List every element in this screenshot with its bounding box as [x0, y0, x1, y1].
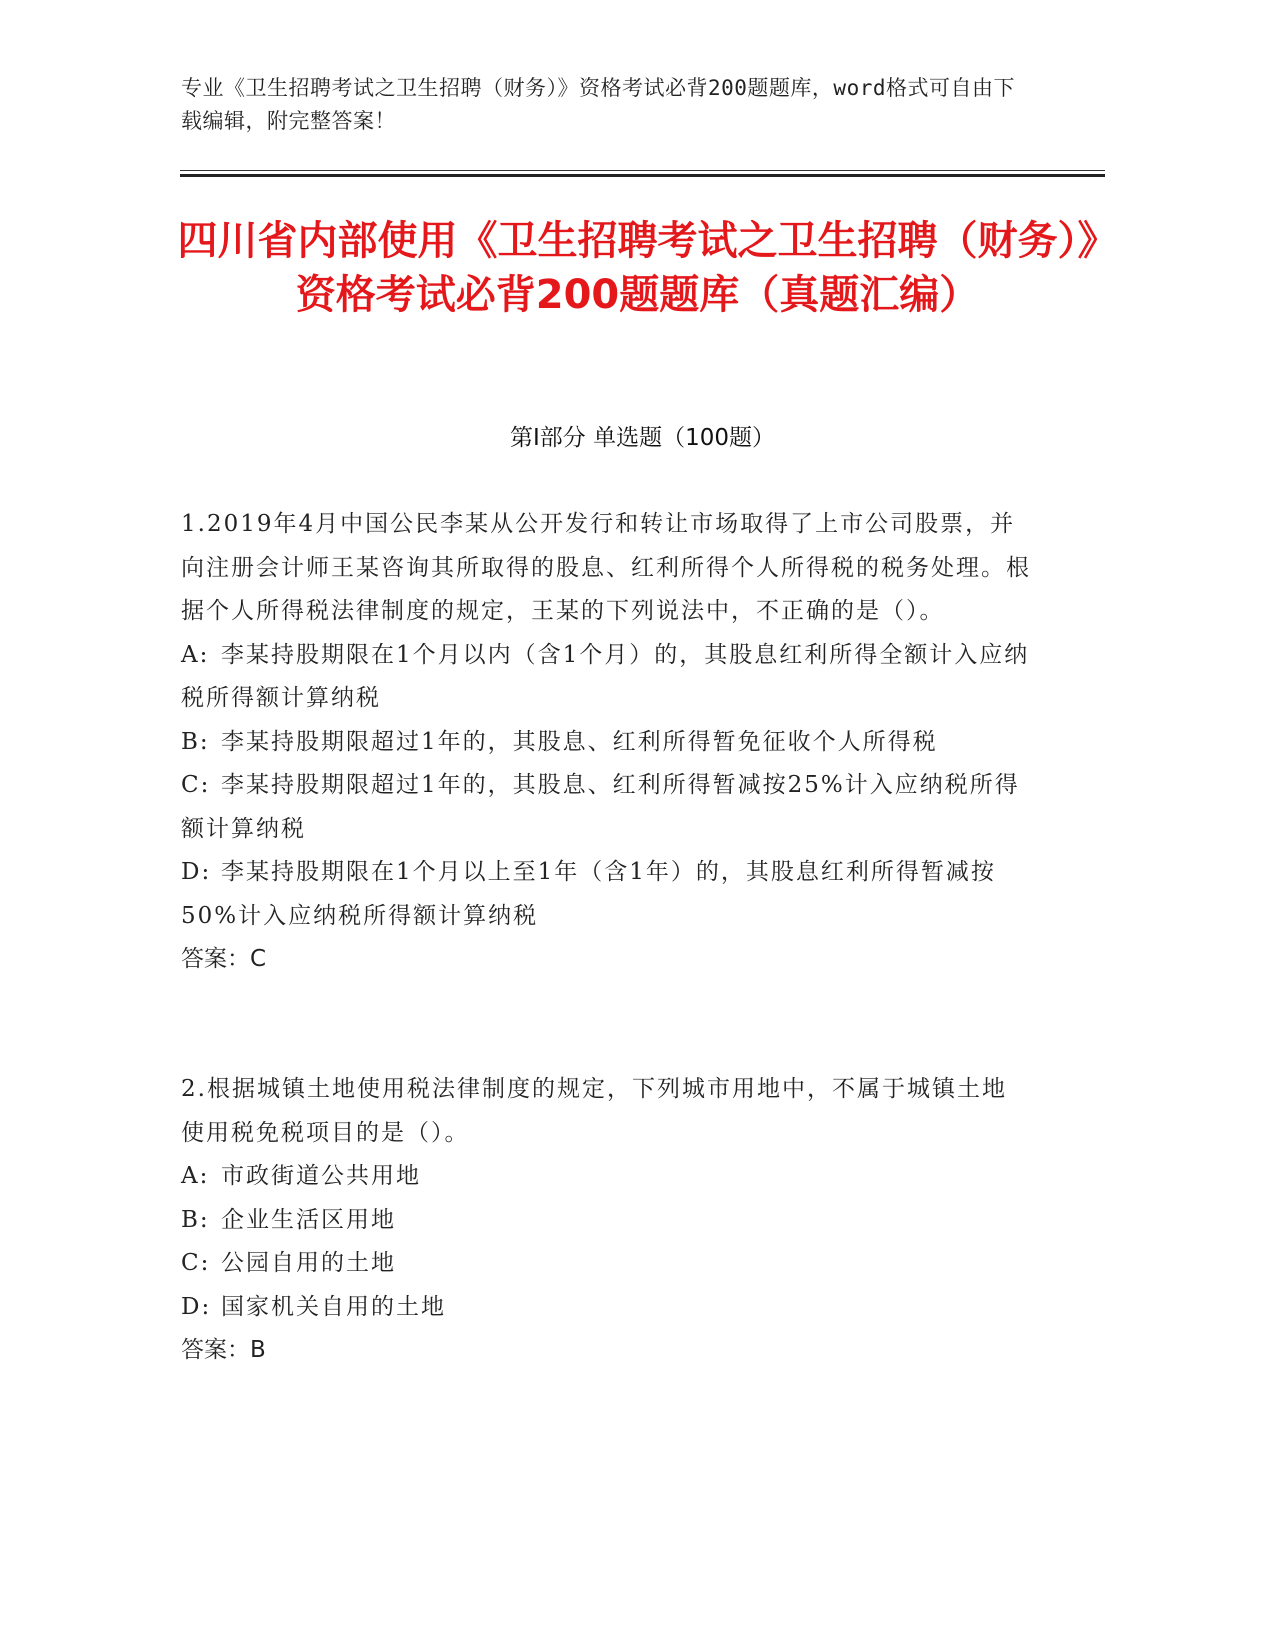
- header-note: 专业《卫生招聘考试之卫生招聘（财务）》资格考试必背200题题库，word格式可自由下载编辑，附完整答案！: [181, 76, 1015, 133]
- option-text: 市政街道公共用地: [221, 1163, 421, 1189]
- header-rule-thick: [180, 174, 1105, 177]
- option-c: [181, 764, 1031, 851]
- option-label: C:: [181, 772, 211, 798]
- answer: 答案：C: [181, 946, 267, 972]
- option-text: 公园自用的土地: [221, 1250, 396, 1276]
- option-d: [181, 851, 1031, 938]
- option-text: 国家机关自用的土地: [221, 1293, 446, 1320]
- option-text: 李某持股期限在1个月以上至1年（含1年）的，其股息红利所得暂减按50%计入应纳税所得额计算纳税: [181, 859, 996, 929]
- option-label: A:: [181, 1163, 210, 1189]
- question-stem: 2.根据城镇土地使用税法律制度的规定，下列城市用地中，不属于城镇土地使用税免税项目的是（）。: [181, 1076, 1007, 1146]
- option-text: 企业生活区用地: [221, 1206, 396, 1233]
- option-text: 李某持股期限在1个月以内（含1个月）的，其股息红利所得全额计入应纳税所得额计算纳税: [181, 641, 1030, 711]
- option-b: [181, 721, 1031, 765]
- option-text: 李某持股期限超过1年的，其股息、红利所得暂减按25%计入应纳税所得额计算纳税: [181, 772, 1020, 842]
- answer: 答案：B: [181, 1337, 266, 1363]
- option-d: [181, 1286, 1031, 1330]
- option-a: [181, 634, 1031, 721]
- option-label: A:: [181, 641, 210, 668]
- header-rule-thin: [180, 170, 1105, 171]
- option-label: D:: [181, 1293, 212, 1320]
- option-c: [181, 1242, 1031, 1286]
- question-1: [181, 503, 1031, 982]
- option-label: B:: [181, 1206, 210, 1233]
- option-label: D:: [181, 859, 212, 885]
- option-label: B:: [181, 728, 210, 755]
- option-a: [181, 1155, 1031, 1199]
- question-2: [181, 1068, 1031, 1373]
- option-text: 李某持股期限超过1年的，其股息、红利所得暂免征收个人所得税: [221, 728, 938, 755]
- document-title: 四川省内部使用《卫生招聘考试之卫生招聘（财务）》资格考试必背200题题库（真题汇编）: [177, 218, 1098, 318]
- option-label: C:: [181, 1250, 211, 1276]
- option-b: [181, 1199, 1031, 1243]
- section-title: 第Ⅰ部分 单选题（100题）: [510, 425, 775, 451]
- question-stem: 1.2019年4月中国公民李某从公开发行和转让市场取得了上市公司股票，并向注册会计师王某咨询其所取得的股息、红利所得个人所得税的税务处理。根据个人所得税法律制度的规定，王某的下列说法中，不正确的是（）。: [181, 511, 1031, 624]
